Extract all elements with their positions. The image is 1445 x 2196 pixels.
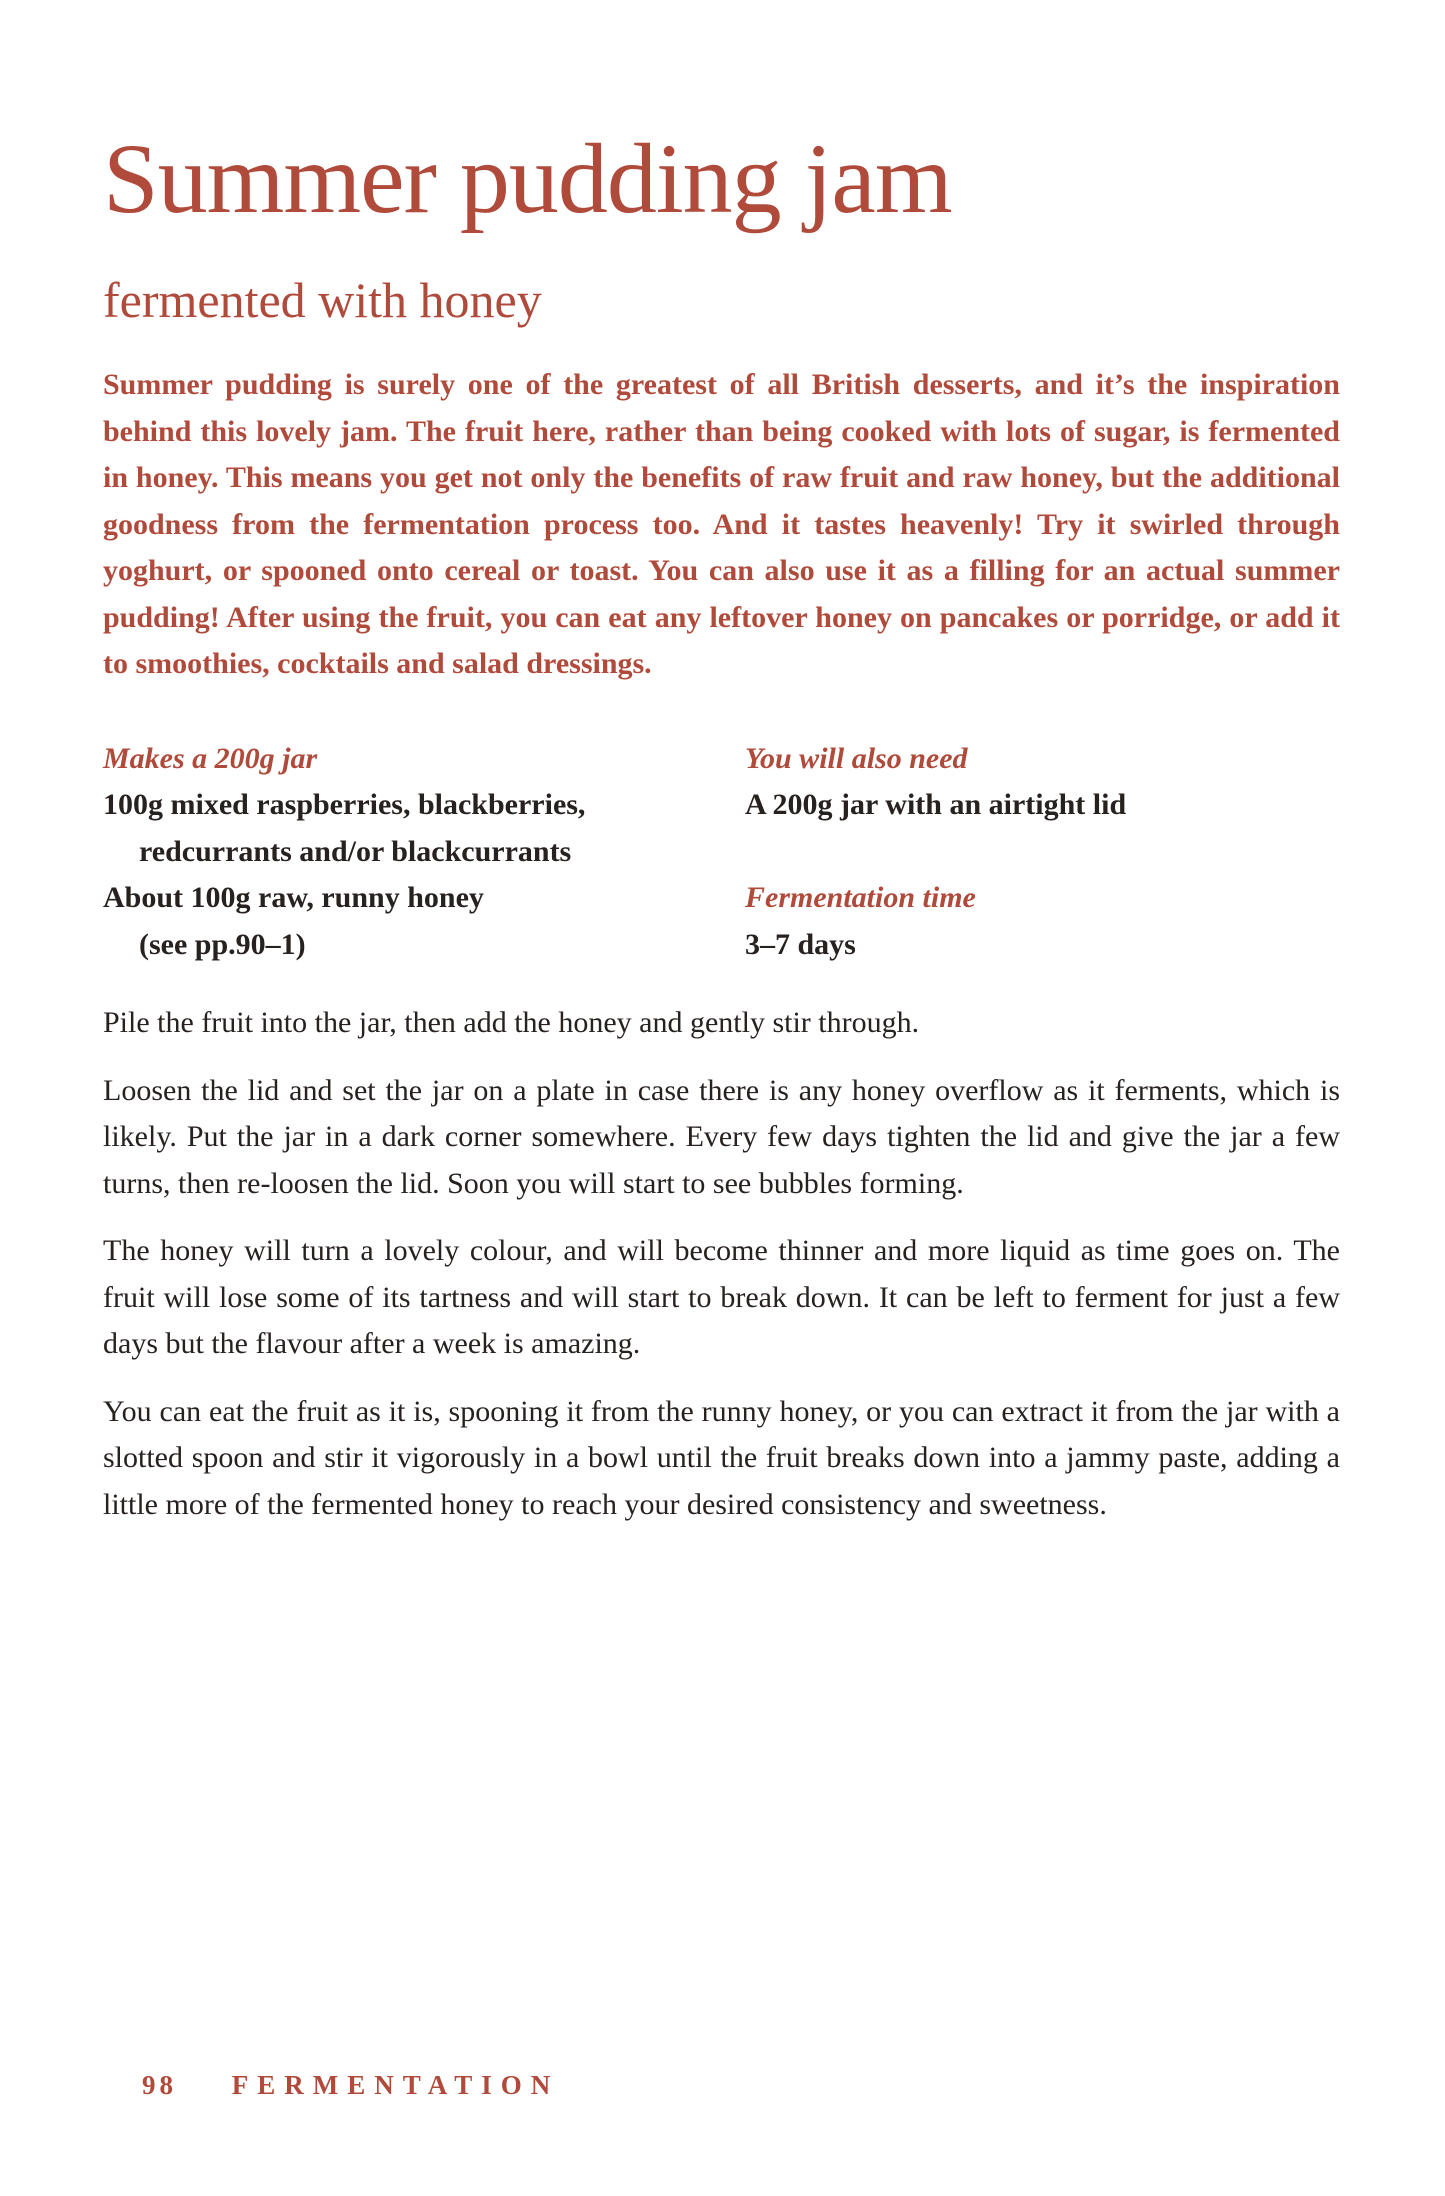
method-paragraph: You can eat the fruit as it is, spooning it from the runny honey, or you can extract it from the jar with a slotted spoon and stir it vigorously in a bowl until the fruit breaks down into a jammy paste, adding a little more of the fermented honey to reach your desired consistency and sweetness. (103, 1394, 1340, 1521)
fermentation-time-value: 3–7 days (745, 927, 856, 961)
ingredients-section (103, 736, 1340, 969)
ingredient-line: About 100g raw, runny honey (103, 881, 484, 914)
also-need-heading: You will also need (745, 741, 968, 775)
ingredients-column (103, 736, 745, 969)
yield-heading: Makes a 200g jar (103, 741, 318, 775)
page-footer (142, 2072, 559, 2099)
ingredient-line: 100g mixed raspberries, blackberries, (103, 788, 586, 821)
page-number: 98 (142, 2070, 177, 2100)
method-paragraph: Pile the fruit into the jar, then add the honey and gently stir through. (103, 1006, 920, 1039)
fermentation-time-heading: Fermentation time (745, 881, 976, 914)
equipment-column (745, 736, 1340, 969)
method-paragraph: Loosen the lid and set the jar on a plate in case there is any honey overflow as it ferments, which is likely. Put the jar in a dark corner somewhere. Every few days tighten the lid and give the jar a few turns, then re-loosen the lid. Soon you will start to see bubbles forming. (103, 1073, 1340, 1200)
recipe-subtitle: fermented with honey (103, 272, 542, 328)
ingredient-line: (see pp.90–1) (139, 927, 306, 961)
method-paragraph: The honey will turn a lovely colour, and will become thinner and more liquid as time goes on. The fruit will lose some of its tartness and will start to break down. It can be left to ferment for just a few days but the flavour after a week is amazing. (103, 1234, 1340, 1360)
page-content (103, 123, 1340, 1528)
section-title: FERMENTATION (231, 2070, 560, 2100)
method-section (103, 1000, 1340, 1528)
recipe-title: Summer pudding jam (103, 123, 952, 234)
recipe-intro-paragraph: Summer pudding is surely one of the greatest of all British desserts, and it’s the inspiration behind this lovely jam. The fruit here, rather than being cooked with lots of sugar, is fermented in honey. This means you get not only the benefits of raw fruit and raw honey, but the additional goodness from the fermentation process too. And it tastes heavenly! Try it swirled through yoghurt, or spooned onto cereal or toast. You can also use it as a filling for an actual summer pudding! After using the fruit, you can eat any leftover honey on pancakes or porridge, or add it to smoothies, cocktails and salad dressings. (103, 368, 1340, 680)
column-spacer (745, 829, 1340, 876)
ingredient-line: redcurrants and/or blackcurrants (139, 834, 572, 868)
equipment-line: A 200g jar with an airtight lid (745, 788, 1127, 821)
